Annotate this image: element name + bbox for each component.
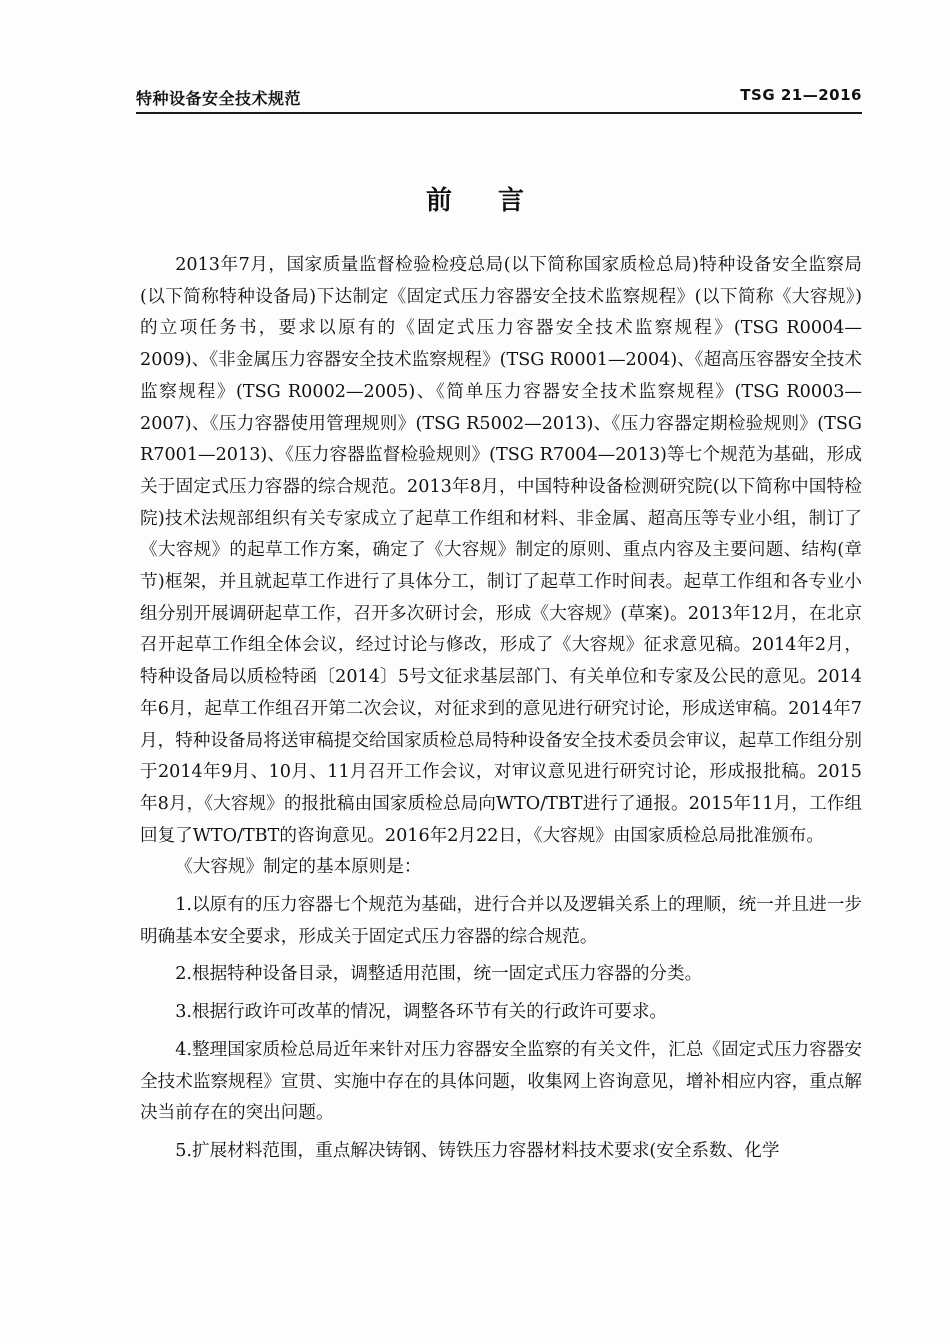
principle-item-4: 4.整理国家质检总局近年来针对压力容器安全监察的有关文件，汇总《固定式压力容器安全技术监察规程》宣贯、实施中存在的具体问题，收集网上咨询意见，增补相应内容，重点解决当前存在的突出问题。 xyxy=(140,1039,862,1124)
principle-item-2: 2.根据特种设备目录，调整适用范围，统一固定式压力容器的分类。 xyxy=(175,964,703,985)
page-header xyxy=(136,84,862,114)
section-title: 前言 xyxy=(425,186,570,216)
principle-item-3: 3.根据行政许可改革的情况，调整各环节有关的行政许可要求。 xyxy=(175,1002,668,1023)
header-standard-code: TSG 21—2016 xyxy=(740,86,862,104)
paragraph-principles-intro: 《大容规》制定的基本原则是： xyxy=(175,857,422,878)
paragraph-background: 2013年7月，国家质量监督检验检疫总局(以下简称国家质检总局)特种设备安全监察局(以下简称特种设备局)下达制定《固定式压力容器安全技术监察规程》(以下简称《大容规》)的立项任务书，要求以原有的《固定式压力容器安全技术监察规程》(TSG R0004—2009)、《非金属压力容器安全技术监察规程》(TSG R0001—2004)、《超高压容器安全技术监察规程》(TSG R0002—2005)、《简单压力容器安全技术监察规程》(TSG R0003—2007)、《压力容器使用管理规则》(TSG R5002—2013)、《压力容器定期检验规则》(TSG R7001—2013)、《压力容器监督检验规则》(TSG R7004—2013)等七个规范为基础，形成关于固定式压力容器的综合规范。2013年8月，中国特种设备检测研究院(以下简称中国特检院)技术法规部组织有关专家成立了起草工作组和材料、非金属、超高压等专业小组，制订了《大容规》的起草工作方案，确定了《大容规》制定的原则、重点内容及主要问题、结构(章节)框架，并且就起草工作进行了具体分工，制订了起草工作时间表。起草工作组和各专业小组分别开展调研起草工作，召开多次研讨会，形成《大容规》(草案)。2013年12月，在北京召开起草工作组全体会议，经过讨论与修改，形成了《大容规》征求意见稿。2014年2月，特种设备局以质检特函〔2014〕5号文征求基层部门、有关单位和专家及公民的意见。2014年6月，起草工作组召开第二次会议，对征求到的意见进行研究讨论，形成送审稿。2014年7月，特种设备局将送审稿提交给国家质检总局特种设备安全技术委员会审议，起草工作组分别于2014年9月、10月、11月召开工作会议，对审议意见进行研究讨论，形成报批稿。2015年8月，《大容规》的报批稿由国家质检总局向WTO/TBT进行了通报。2015年11月，工作组回复了WTO/TBT的咨询意见。2016年2月22日，《大容规》由国家质检总局批准颁布。 xyxy=(140,255,862,846)
principle-item-5: 5.扩展材料范围，重点解决铸钢、铸铁压力容器材料技术要求(安全系数、化学 xyxy=(175,1140,780,1161)
principle-item-1: 1.以原有的压力容器七个规范为基础，进行合并以及逻辑关系上的理顺，统一并且进一步明确基本安全要求，形成关于固定式压力容器的综合规范。 xyxy=(140,895,862,947)
body-text xyxy=(140,250,862,1168)
header-series-title: 特种设备安全技术规范 xyxy=(136,89,302,108)
